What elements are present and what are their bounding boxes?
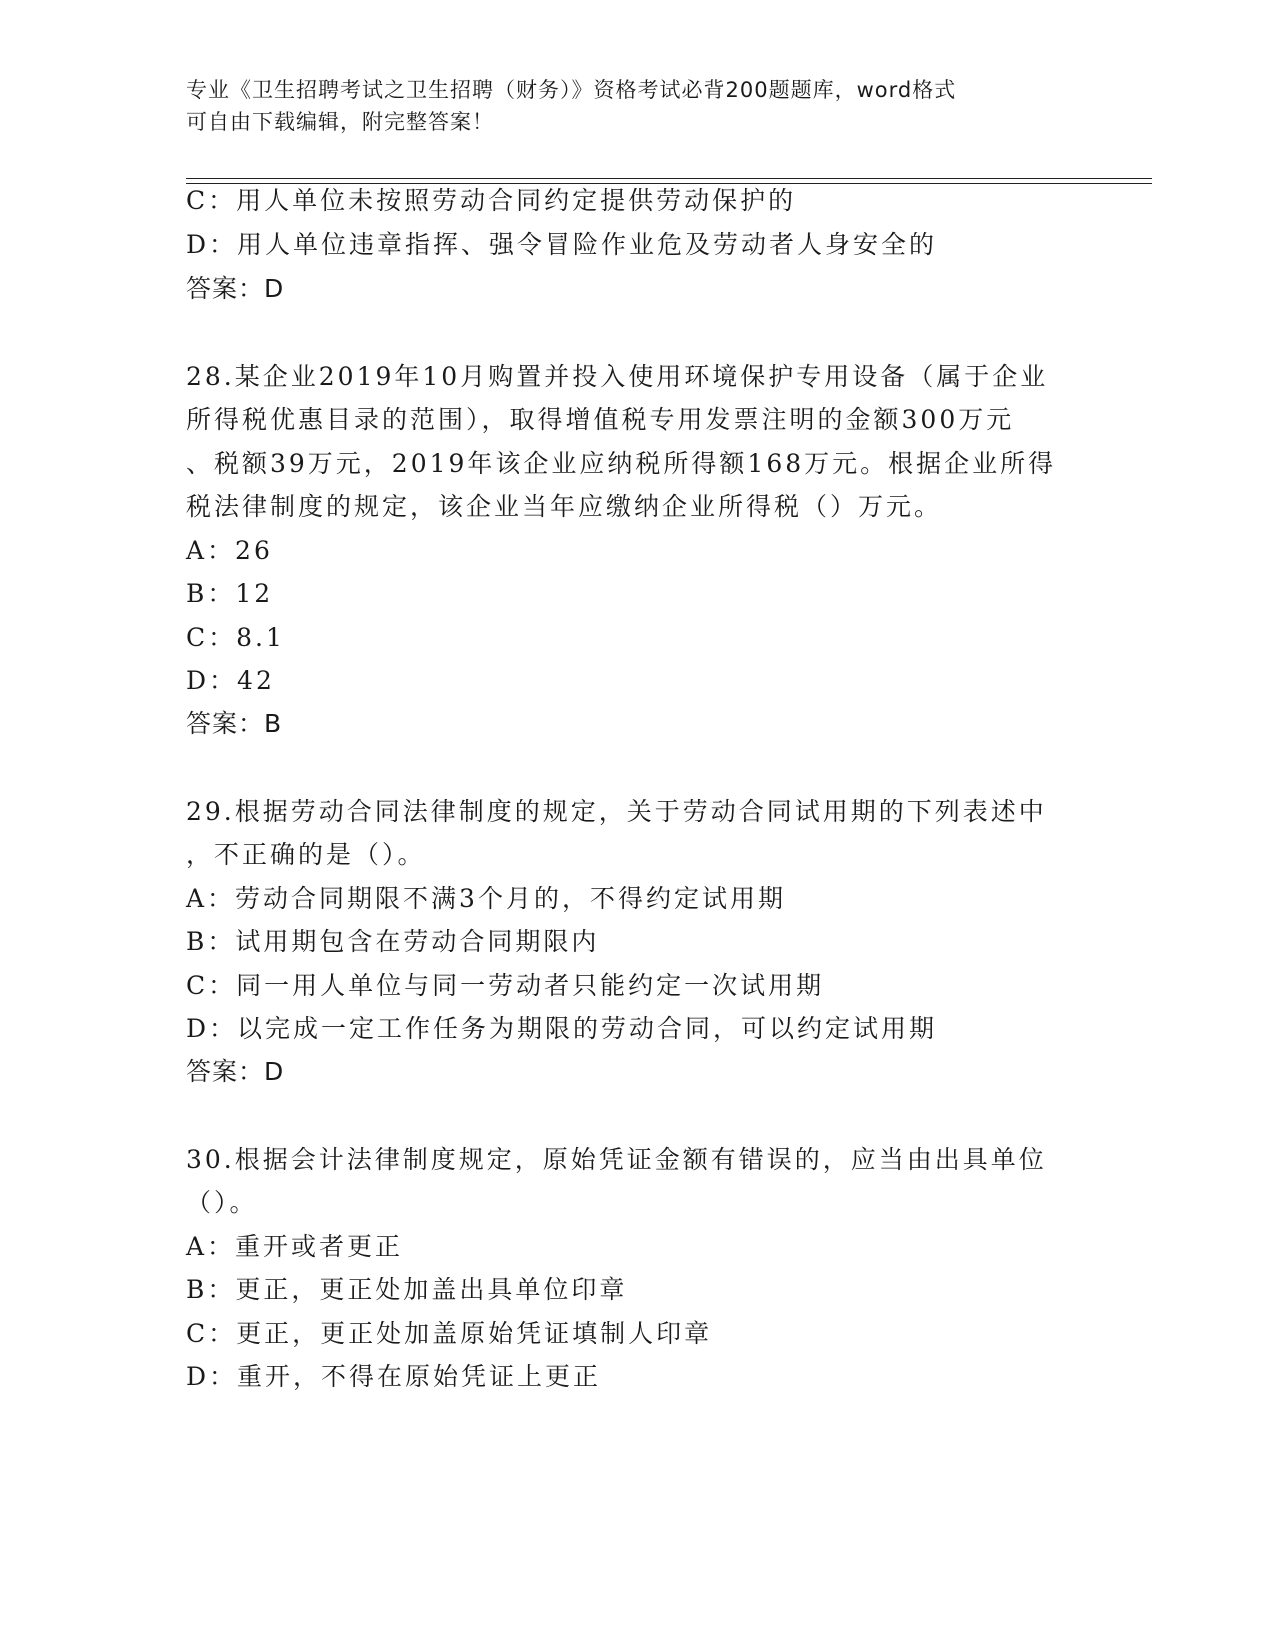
q27-option-c: C：用人单位未按照劳动合同约定提供劳动保护的 bbox=[186, 186, 797, 215]
q28-option-c: C：8.1 bbox=[186, 623, 285, 652]
header-title-line-2: 可自由下载编辑，附完整答案！ bbox=[186, 110, 494, 134]
q29-option-d: D：以完成一定工作任务为期限的劳动合同，可以约定试用期 bbox=[186, 1014, 938, 1043]
q29-stem-line-1: 29.根据劳动合同法律制度的规定，关于劳动合同试用期的下列表述中 bbox=[186, 797, 1047, 826]
q29-stem-line-2: ，不正确的是（）。 bbox=[186, 840, 426, 869]
q28-option-a: A：26 bbox=[186, 536, 273, 565]
q28-option-d: D：42 bbox=[186, 666, 275, 695]
q29-option-a: A：劳动合同期限不满3个月的，不得约定试用期 bbox=[186, 884, 786, 913]
q30-stem-line-2: （）。 bbox=[186, 1188, 258, 1217]
q29-option-c: C：同一用人单位与同一劳动者只能约定一次试用期 bbox=[186, 971, 825, 1000]
q29-option-b: B：试用期包含在劳动合同期限内 bbox=[186, 927, 600, 956]
q28-option-b: B：12 bbox=[186, 579, 274, 608]
q30-stem-line-1: 30.根据会计法律制度规定，原始凭证金额有错误的，应当由出具单位 bbox=[186, 1145, 1047, 1174]
header-title-line-1: 专业《卫生招聘考试之卫生招聘（财务）》资格考试必背200题题库，word格式 bbox=[186, 78, 957, 102]
q30-option-d: D：重开，不得在原始凭证上更正 bbox=[186, 1362, 602, 1391]
q27-answer: 答案：D bbox=[186, 274, 285, 303]
q30-option-b: B：更正，更正处加盖出具单位印章 bbox=[186, 1275, 628, 1304]
q29-answer: 答案：D bbox=[186, 1057, 285, 1086]
header-divider-top bbox=[186, 178, 1152, 179]
q28-stem-line-4: 税法律制度的规定，该企业当年应缴纳企业所得税（）万元。 bbox=[186, 492, 943, 521]
q28-stem-line-2: 所得税优惠目录的范围），取得增值税专用发票注明的金额300万元 bbox=[186, 405, 1015, 434]
q30-option-c: C：更正，更正处加盖原始凭证填制人印章 bbox=[186, 1319, 713, 1348]
q30-option-a: A：重开或者更正 bbox=[186, 1232, 404, 1261]
header-divider-bottom bbox=[186, 183, 1152, 184]
q28-answer: 答案：B bbox=[186, 709, 283, 738]
q28-stem-line-1: 28.某企业2019年10月购置并投入使用环境保护专用设备（属于企业 bbox=[186, 362, 1049, 391]
q28-stem-line-3: 、税额39万元，2019年该企业应纳税所得额168万元。根据企业所得 bbox=[186, 449, 1057, 478]
q27-option-d: D：用人单位违章指挥、强令冒险作业危及劳动者人身安全的 bbox=[186, 230, 938, 259]
document-header bbox=[186, 74, 1086, 138]
